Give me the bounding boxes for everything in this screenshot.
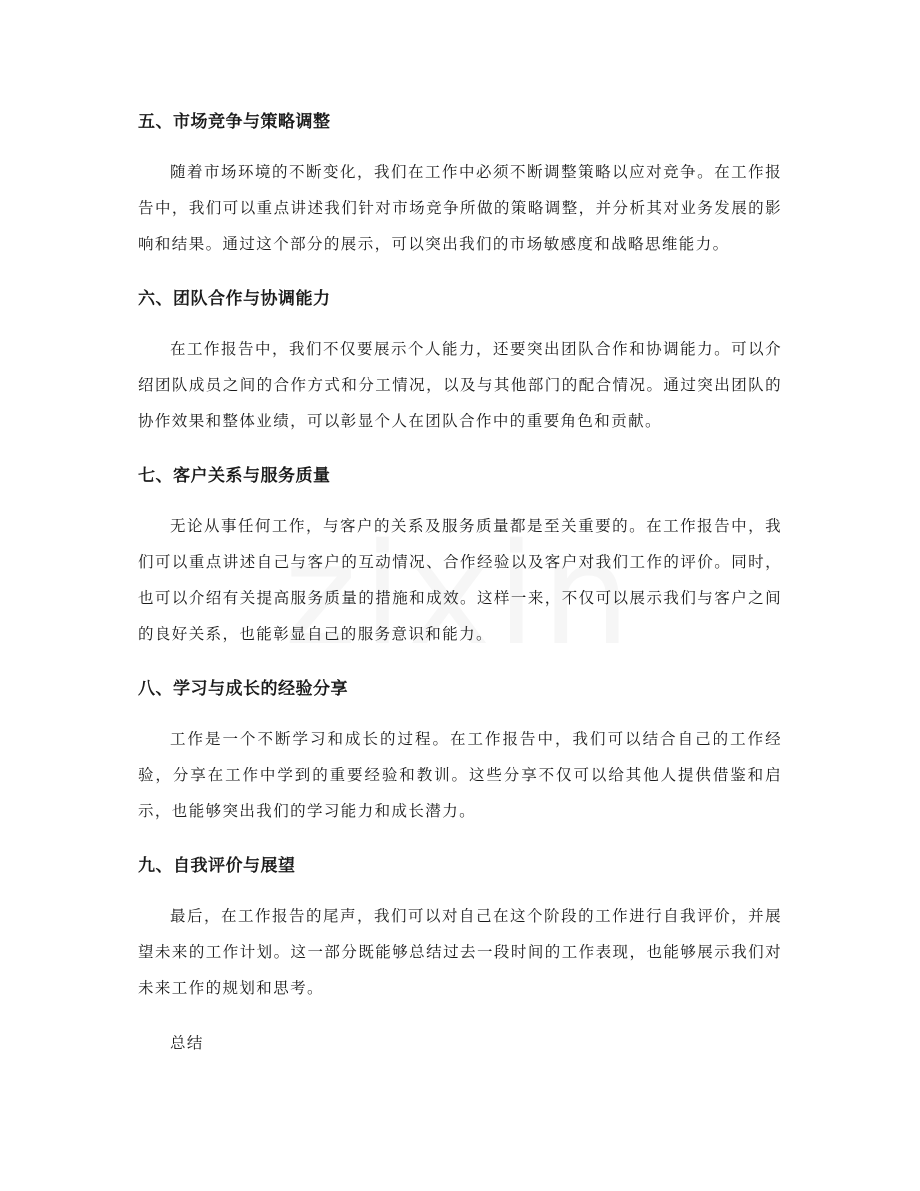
section-heading: 九、自我评价与展望 xyxy=(138,856,296,876)
section-heading: 五、市场竞争与策略调整 xyxy=(138,112,331,132)
section-paragraph: 最后，在工作报告的尾声，我们可以对自己在这个阶段的工作进行自我评价，并展望未来的工作计划。这一部分既能够总结过去一段时间的工作表现，也能够展示我们对未来工作的规划和思考。 xyxy=(138,907,782,997)
section-6 xyxy=(138,281,782,439)
section-heading: 八、学习与成长的经验分享 xyxy=(138,679,348,699)
document-content xyxy=(138,104,782,1061)
section-5 xyxy=(138,104,782,262)
section-heading: 七、客户关系与服务质量 xyxy=(138,466,331,486)
section-paragraph: 随着市场环境的不断变化，我们在工作中必须不断调整策略以应对竞争。在工作报告中，我们可以重点讲述我们针对市场竞争所做的策略调整，并分析其对业务发展的影响和结果。通过这个部分的展示，可以突出我们的市场敏感度和战略思维能力。 xyxy=(138,163,782,253)
section-paragraph: 无论从事任何工作，与客户的关系及服务质量都是至关重要的。在工作报告中，我们可以重点讲述自己与客户的互动情况、合作经验以及客户对我们工作的评价。同时，也可以介绍有关提高服务质量的措施和成效。这样一来，不仅可以展示我们与客户之间的良好关系，也能彰显自己的服务意识和能力。 xyxy=(138,517,782,643)
section-heading: 六、团队合作与协调能力 xyxy=(138,289,331,309)
summary-label: 总结 xyxy=(170,1034,204,1052)
section-8 xyxy=(138,671,782,829)
section-paragraph: 工作是一个不断学习和成长的过程。在工作报告中，我们可以结合自己的工作经验，分享在工作中学到的重要经验和教训。这些分享不仅可以给其他人提供借鉴和启示，也能够突出我们的学习能力和成长潜力。 xyxy=(138,730,782,820)
section-7 xyxy=(138,458,782,652)
section-paragraph: 在工作报告中，我们不仅要展示个人能力，还要突出团队合作和协调能力。可以介绍团队成员之间的合作方式和分工情况，以及与其他部门的配合情况。通过突出团队的协作效果和整体业绩，可以彰显个人在团队合作中的重要角色和贡献。 xyxy=(138,340,782,430)
section-9 xyxy=(138,848,782,1006)
